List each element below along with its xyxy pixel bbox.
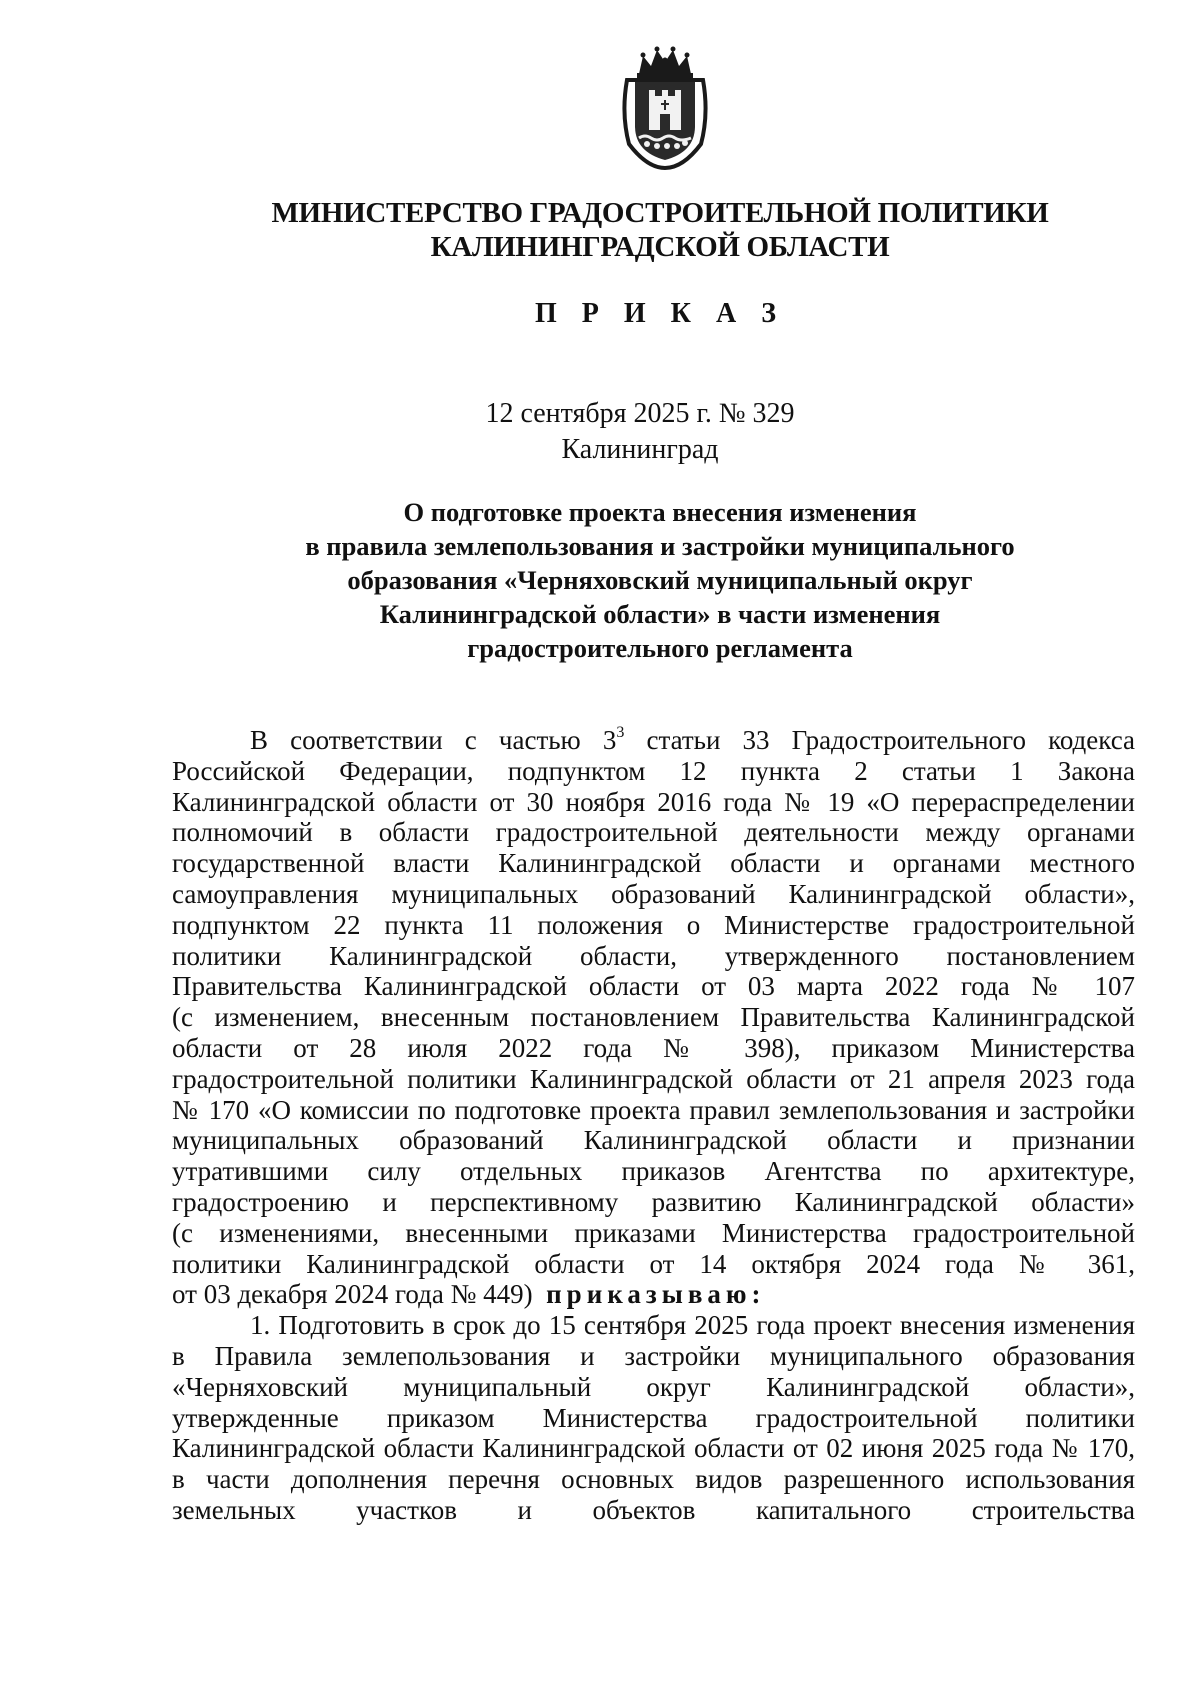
title-line: образования «Черняховский муниципальный округ (347, 565, 973, 595)
body-line: Российской Федерации, подпунктом 12 пункта 2 статьи 1 Закона (172, 755, 1135, 786)
body-line: Калининградской области Калининградской области от 02 июня 2025 года № 170, (172, 1433, 1135, 1464)
body-text: статьи 33 Градостроительного кодекса (624, 725, 1135, 755)
body-line: политики Калининградской области от 14 октября 2024 года № 361, (172, 1248, 1135, 1279)
body-line: области от 28 июля 2022 года № 398), приказом Министерства (172, 1032, 1135, 1063)
body-line (172, 725, 1135, 756)
body-line: полномочий в области градостроительной деятельности между органами (172, 817, 1135, 848)
body-line: государственной власти Калининградской области и органами местного (172, 848, 1135, 879)
body-line: утратившими силу отдельных приказов Агентства по архитектуре, (172, 1156, 1135, 1187)
body-line: «Черняховский муниципальный округ Калининградской области», (172, 1371, 1135, 1402)
body-line: градостроению и перспективному развитию Калининградской области» (172, 1186, 1135, 1217)
document-title (180, 495, 1140, 665)
ministry-name-line-2: КАЛИНИНГРАДСКОЙ ОБЛАСТИ (430, 231, 890, 263)
body-line: муниципальных образований Калининградской области и признании (172, 1125, 1135, 1156)
ministry-name-line-1: МИНИСТЕРСТВО ГРАДОСТРОИТЕЛЬНОЙ ПОЛИТИКИ (271, 197, 1049, 229)
body-line: Калининградской области от 30 ноября 2016 года № 19 «О перераспределении (172, 786, 1135, 817)
coat-of-arms-emblem (617, 44, 713, 170)
body-line: (с изменением, внесенным постановлением Правительства Калининградской (172, 1002, 1135, 1033)
title-line: в правила землепользования и застройки муниципального (305, 531, 1015, 561)
body-line: подпунктом 22 пункта 11 положения о Министерстве градостроительной (172, 909, 1135, 940)
title-line: Калининградской области» в части изменения (379, 599, 941, 629)
item-1-line: 1. Подготовить в срок до 15 сентября 2025 года проект внесения изменения (250, 1310, 1135, 1341)
body-line: политики Калининградской области, утвержденного постановлением (172, 940, 1135, 971)
superscript: 3 (616, 724, 625, 741)
body-text: В соответствии с частью 3 (250, 725, 617, 755)
city: Калининград (561, 434, 719, 465)
body-text: от 03 декабря 2024 года № 449) (172, 1279, 533, 1310)
ministry-name (180, 196, 1140, 264)
date-number: 12 сентября 2025 г. № 329 (485, 398, 795, 429)
document-body (172, 725, 1135, 1526)
body-line: утвержденные приказом Министерства градостроительной политики (172, 1402, 1135, 1433)
body-line: самоуправления муниципальных образований Калининградской области», (172, 878, 1135, 909)
body-line: градостроительной политики Калининградской области от 21 апреля 2023 года (172, 1063, 1135, 1094)
body-line: в Правила землепользования и застройки муниципального образования (172, 1340, 1135, 1371)
title-line: О подготовке проекта внесения изменения (403, 497, 917, 527)
order-word: приказываю: (546, 1279, 766, 1310)
date-and-place (420, 396, 860, 468)
body-line-last (172, 1279, 1135, 1310)
body-line: в части дополнения перечня основных видов разрешенного использования (172, 1464, 1135, 1495)
body-line: земельных участков и объектов капитального строительства (172, 1494, 1135, 1525)
body-line: (с изменениями, внесенными приказами Министерства градостроительной (172, 1217, 1135, 1248)
title-line: градостроительного регламента (467, 633, 853, 663)
document-type: П Р И К А З (535, 298, 785, 329)
body-line: № 170 «О комиссии по подготовке проекта правил землепользования и застройки (172, 1094, 1135, 1125)
body-line: Правительства Калининградской области от 03 марта 2022 года № 107 (172, 971, 1135, 1002)
